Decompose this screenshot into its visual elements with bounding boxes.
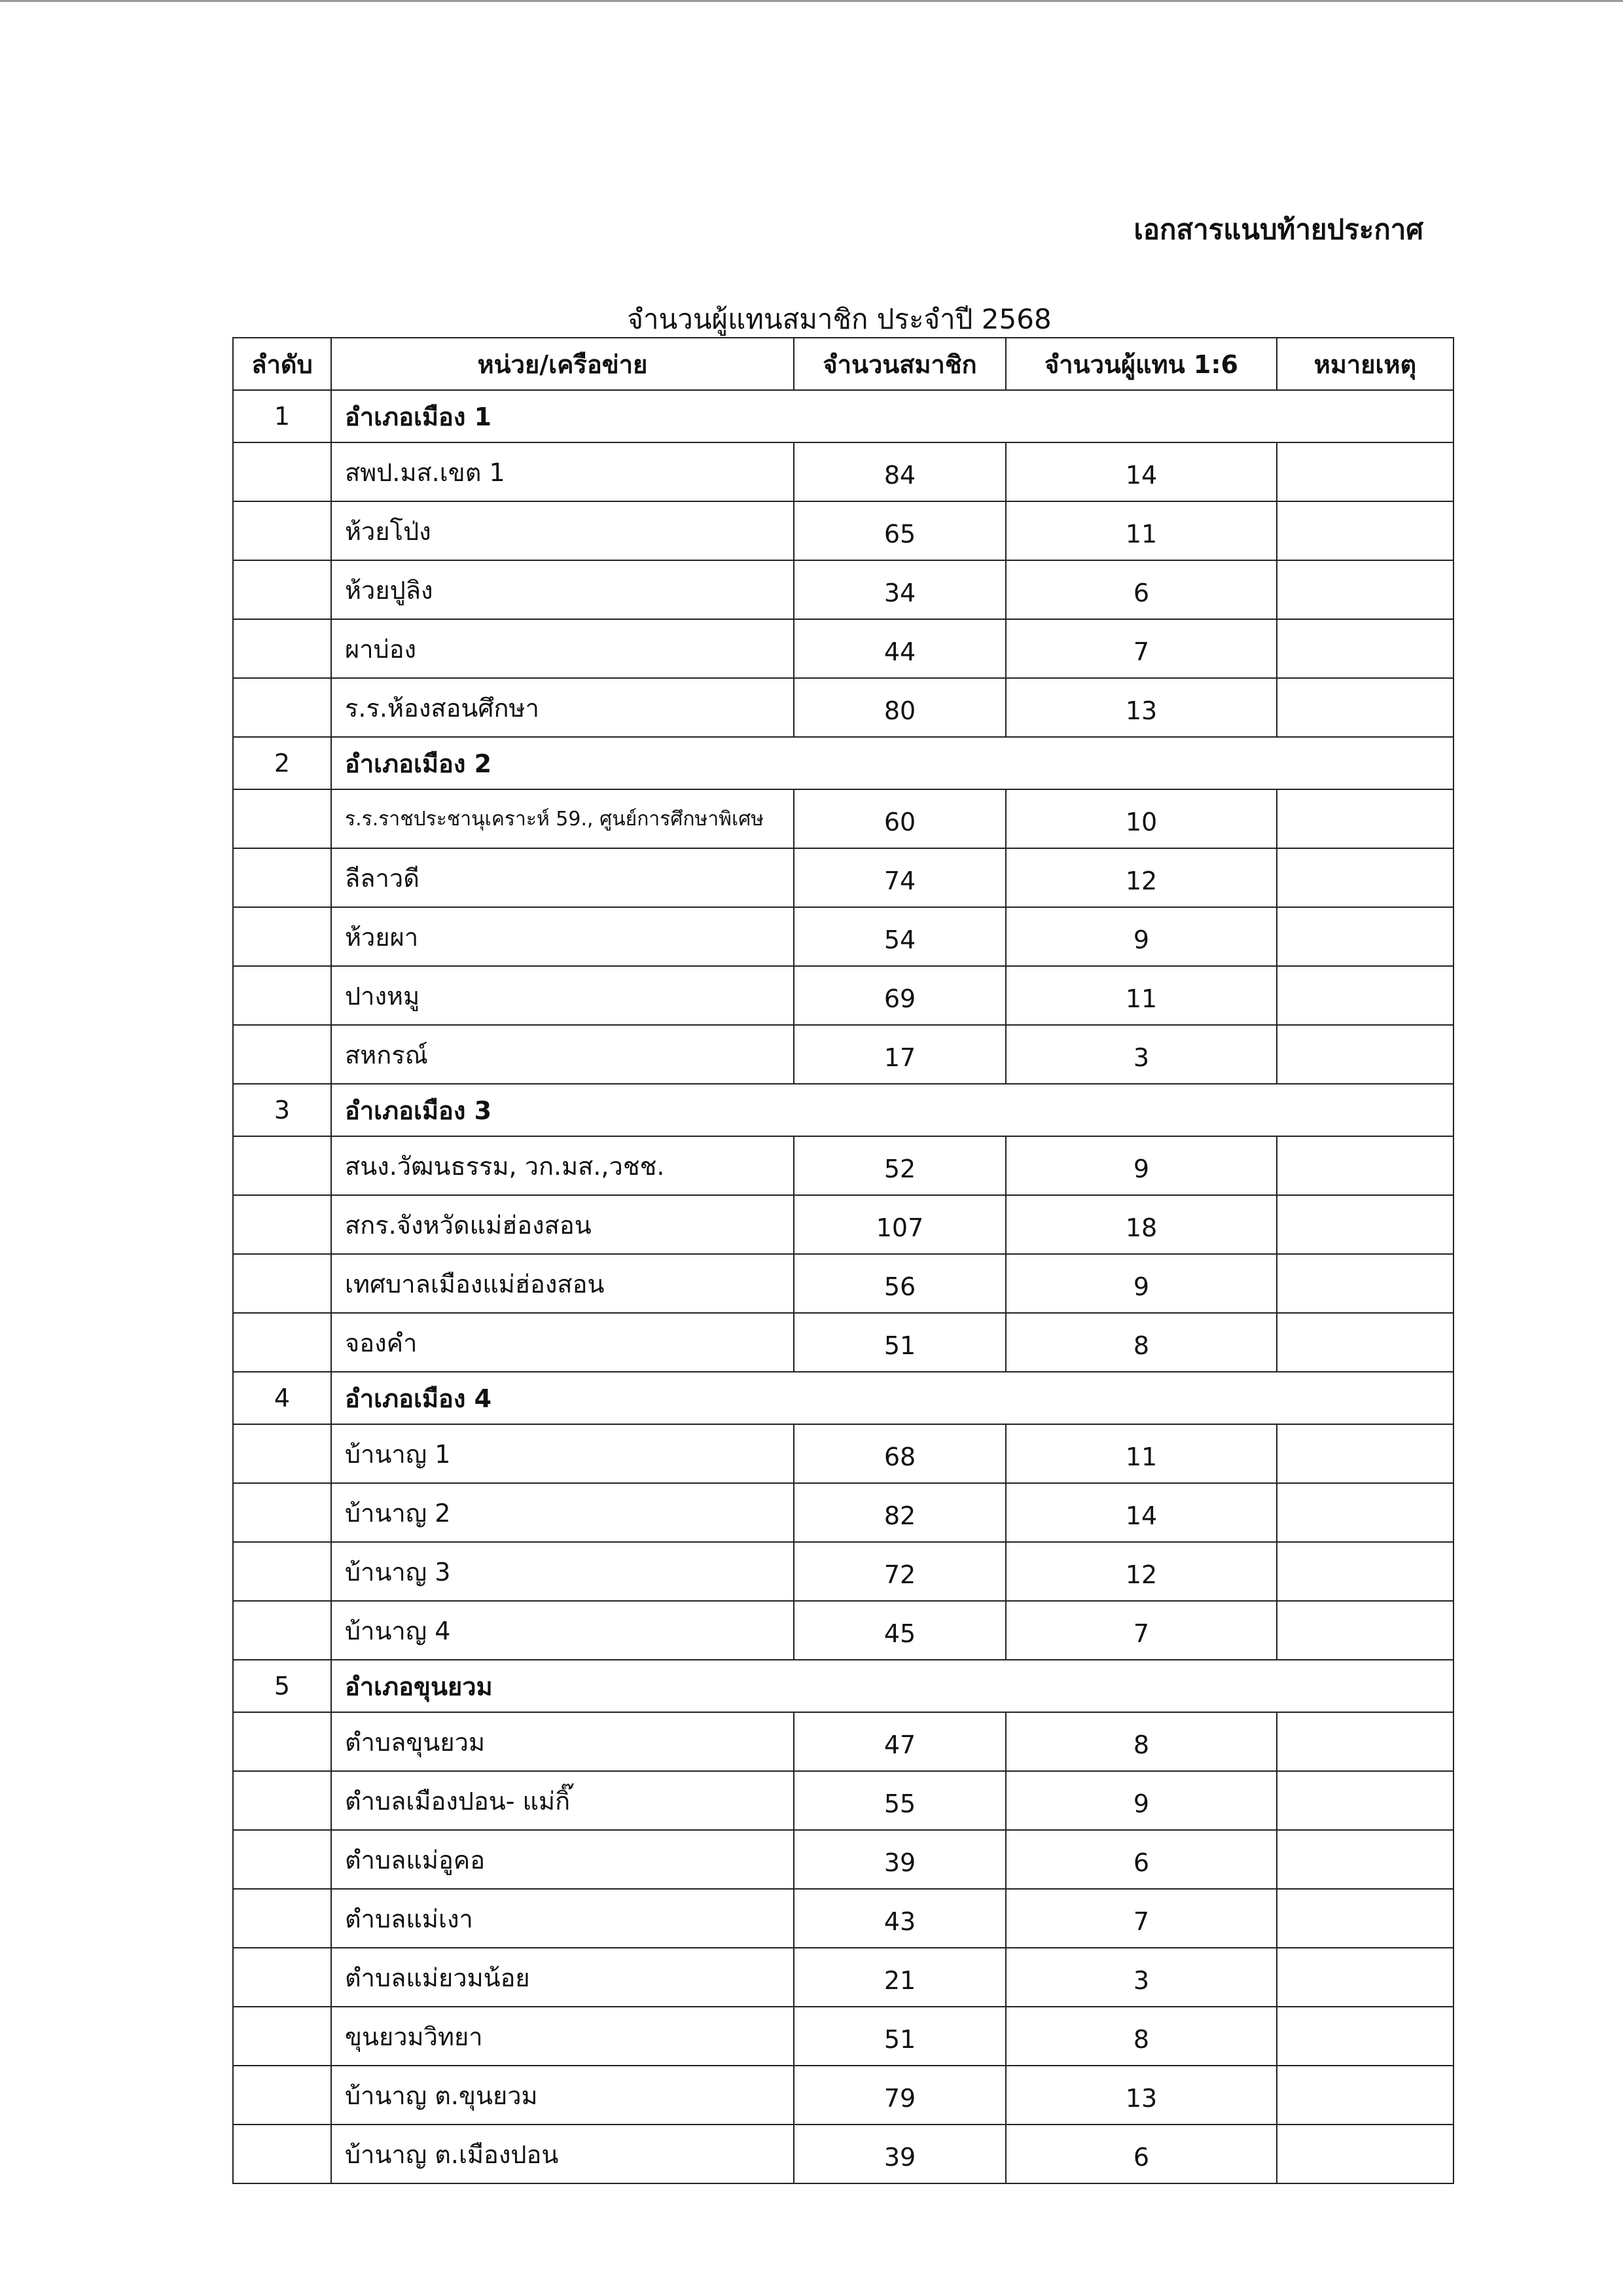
order-cell [233, 2125, 331, 2183]
member-count-cell: 39 [794, 1830, 1006, 1889]
unit-name-cell: จองคำ [331, 1313, 794, 1372]
remarks-cell [1277, 1601, 1454, 1660]
order-cell [233, 619, 331, 678]
document-title: จำนวนผู้แทนสมาชิก ประจำปี 2568 [627, 303, 1052, 335]
unit-name-cell: ตำบลขุนยวม [331, 1712, 794, 1771]
member-count-cell: 68 [794, 1424, 1006, 1483]
member-count-cell: 56 [794, 1254, 1006, 1313]
unit-name-cell: ห้วยปูลิง [331, 560, 794, 619]
member-count-cell: 39 [794, 2125, 1006, 2183]
table-row [233, 2007, 1454, 2066]
member-count-cell: 34 [794, 560, 1006, 619]
representative-count-cell: 10 [1006, 789, 1277, 848]
order-cell [233, 1889, 331, 1948]
table-row [233, 1712, 1454, 1771]
unit-name-cell: สพป.มส.เขต 1 [331, 442, 794, 501]
remarks-cell [1277, 1712, 1454, 1771]
group-order-number: 4 [233, 1372, 331, 1424]
representative-count-cell: 6 [1006, 560, 1277, 619]
table-row [233, 1948, 1454, 2007]
representative-count-cell: 11 [1006, 501, 1277, 560]
member-count-cell: 43 [794, 1889, 1006, 1948]
table-row [233, 560, 1454, 619]
group-district-name: อำเภอขุนยวม [331, 1660, 1454, 1712]
order-cell [233, 1195, 331, 1254]
unit-name-cell: สกร.จังหวัดแม่ฮ่องสอน [331, 1195, 794, 1254]
representative-count-cell: 12 [1006, 848, 1277, 907]
group-row [233, 737, 1454, 789]
order-cell [233, 907, 331, 966]
member-count-cell: 47 [794, 1712, 1006, 1771]
table-row [233, 2125, 1454, 2183]
order-cell [233, 1136, 331, 1195]
unit-name-cell: บ้านาญ 2 [331, 1483, 794, 1542]
unit-name-cell: ห้วยโป่ง [331, 501, 794, 560]
member-count-cell: 65 [794, 501, 1006, 560]
header-row [233, 338, 1454, 390]
remarks-cell [1277, 442, 1454, 501]
representative-count-cell: 11 [1006, 1424, 1277, 1483]
remarks-cell [1277, 1313, 1454, 1372]
representative-count-cell: 11 [1006, 966, 1277, 1025]
remarks-cell [1277, 678, 1454, 737]
representative-count-cell: 7 [1006, 619, 1277, 678]
table-row [233, 1254, 1454, 1313]
order-cell [233, 966, 331, 1025]
representatives-table [232, 337, 1454, 2184]
remarks-cell [1277, 2125, 1454, 2183]
remarks-cell [1277, 1195, 1454, 1254]
order-cell [233, 1025, 331, 1084]
unit-name-cell: บ้านาญ 1 [331, 1424, 794, 1483]
table-header [233, 338, 1454, 390]
group-district-name: อำเภอเมือง 3 [331, 1084, 1454, 1136]
unit-name-cell: ลีลาวดี [331, 848, 794, 907]
unit-name-cell: ตำบลแม่อูคอ [331, 1830, 794, 1889]
unit-name-cell: ห้วยผา [331, 907, 794, 966]
table-row [233, 1771, 1454, 1830]
table-row [233, 1424, 1454, 1483]
remarks-cell [1277, 966, 1454, 1025]
representative-count-cell: 13 [1006, 678, 1277, 737]
order-cell [233, 442, 331, 501]
representative-count-cell: 8 [1006, 2007, 1277, 2066]
attachment-label: เอกสารแนบท้ายประกาศ [1133, 213, 1423, 245]
member-count-cell: 74 [794, 848, 1006, 907]
group-order-number: 5 [233, 1660, 331, 1712]
representative-count-cell: 9 [1006, 907, 1277, 966]
group-district-name: อำเภอเมือง 4 [331, 1372, 1454, 1424]
remarks-cell [1277, 1483, 1454, 1542]
representative-count-cell: 9 [1006, 1254, 1277, 1313]
representative-count-cell: 8 [1006, 1313, 1277, 1372]
member-count-cell: 84 [794, 442, 1006, 501]
member-count-cell: 52 [794, 1136, 1006, 1195]
order-cell [233, 501, 331, 560]
order-cell [233, 1830, 331, 1889]
representative-count-cell: 12 [1006, 1542, 1277, 1601]
order-cell [233, 1313, 331, 1372]
table-row [233, 442, 1454, 501]
representative-count-cell: 3 [1006, 1948, 1277, 2007]
table-row [233, 1889, 1454, 1948]
remarks-cell [1277, 1830, 1454, 1889]
table-row [233, 2066, 1454, 2125]
order-cell [233, 848, 331, 907]
unit-name-cell: สหกรณ์ [331, 1025, 794, 1084]
unit-name-cell: ร.ร.ราชประชานุเคราะห์ 59., ศูนย์การศึกษาพิเศษ [331, 789, 794, 848]
table-row [233, 1483, 1454, 1542]
order-cell [233, 1712, 331, 1771]
unit-name-cell: ร.ร.ห้องสอนศึกษา [331, 678, 794, 737]
group-district-name: อำเภอเมือง 1 [331, 390, 1454, 442]
unit-name-cell: ผาบ่อง [331, 619, 794, 678]
member-count-cell: 69 [794, 966, 1006, 1025]
order-cell [233, 1424, 331, 1483]
order-cell [233, 678, 331, 737]
table-row [233, 848, 1454, 907]
representative-count-cell: 14 [1006, 1483, 1277, 1542]
representative-count-cell: 9 [1006, 1136, 1277, 1195]
remarks-cell [1277, 501, 1454, 560]
remarks-cell [1277, 789, 1454, 848]
unit-name-cell: บ้านาญ ต.ขุนยวม [331, 2066, 794, 2125]
order-cell [233, 2007, 331, 2066]
member-count-cell: 82 [794, 1483, 1006, 1542]
table-row [233, 1830, 1454, 1889]
unit-name-cell: ตำบลแม่ยวมน้อย [331, 1948, 794, 2007]
unit-name-cell: ปางหมู [331, 966, 794, 1025]
member-count-cell: 17 [794, 1025, 1006, 1084]
unit-name-cell: ขุนยวมวิทยา [331, 2007, 794, 2066]
remarks-cell [1277, 619, 1454, 678]
order-cell [233, 1771, 331, 1830]
remarks-cell [1277, 1889, 1454, 1948]
table-row [233, 1025, 1454, 1084]
group-row [233, 1372, 1454, 1424]
remarks-cell [1277, 2007, 1454, 2066]
page-top-edge [0, 0, 1623, 2]
table-row [233, 789, 1454, 848]
member-count-cell: 51 [794, 2007, 1006, 2066]
column-header-members: จำนวนสมาชิก [794, 338, 1006, 390]
unit-name-cell: สนง.วัฒนธรรม, วก.มส.,วชช. [331, 1136, 794, 1195]
table-row [233, 678, 1454, 737]
representative-count-cell: 9 [1006, 1771, 1277, 1830]
representative-count-cell: 3 [1006, 1025, 1277, 1084]
member-count-cell: 72 [794, 1542, 1006, 1601]
remarks-cell [1277, 1542, 1454, 1601]
group-row [233, 1660, 1454, 1712]
remarks-cell [1277, 1771, 1454, 1830]
remarks-cell [1277, 907, 1454, 966]
representative-count-cell: 14 [1006, 442, 1277, 501]
member-count-cell: 54 [794, 907, 1006, 966]
member-count-cell: 79 [794, 2066, 1006, 2125]
table-row [233, 1542, 1454, 1601]
member-count-cell: 51 [794, 1313, 1006, 1372]
table-row [233, 501, 1454, 560]
column-header-representatives: จำนวนผู้แทน 1:6 [1006, 338, 1277, 390]
remarks-cell [1277, 1025, 1454, 1084]
remarks-cell [1277, 1136, 1454, 1195]
remarks-cell [1277, 848, 1454, 907]
representative-count-cell: 8 [1006, 1712, 1277, 1771]
remarks-cell [1277, 1948, 1454, 2007]
member-count-cell: 80 [794, 678, 1006, 737]
member-count-cell: 45 [794, 1601, 1006, 1660]
representative-count-cell: 6 [1006, 2125, 1277, 2183]
table-row [233, 1195, 1454, 1254]
unit-name-cell: เทศบาลเมืองแม่ฮ่องสอน [331, 1254, 794, 1313]
member-count-cell: 60 [794, 789, 1006, 848]
remarks-cell [1277, 2066, 1454, 2125]
table-row [233, 966, 1454, 1025]
column-header-remarks: หมายเหตุ [1277, 338, 1454, 390]
unit-name-cell: บ้านาญ 4 [331, 1601, 794, 1660]
representative-count-cell: 18 [1006, 1195, 1277, 1254]
member-count-cell: 44 [794, 619, 1006, 678]
table-row [233, 1313, 1454, 1372]
group-order-number: 1 [233, 390, 331, 442]
table-row [233, 907, 1454, 966]
group-order-number: 2 [233, 737, 331, 789]
table-body [233, 390, 1454, 2183]
representative-count-cell: 7 [1006, 1889, 1277, 1948]
order-cell [233, 1483, 331, 1542]
order-cell [233, 789, 331, 848]
order-cell [233, 1254, 331, 1313]
order-cell [233, 560, 331, 619]
representative-count-cell: 7 [1006, 1601, 1277, 1660]
table-row [233, 619, 1454, 678]
table-row [233, 1136, 1454, 1195]
member-count-cell: 107 [794, 1195, 1006, 1254]
column-header-unit: หน่วย/เครือข่าย [331, 338, 794, 390]
unit-name-cell: บ้านาญ 3 [331, 1542, 794, 1601]
unit-name-cell: บ้านาญ ต.เมืองปอน [331, 2125, 794, 2183]
group-row [233, 390, 1454, 442]
group-row [233, 1084, 1454, 1136]
unit-name-cell: ตำบลแม่เงา [331, 1889, 794, 1948]
representative-count-cell: 13 [1006, 2066, 1277, 2125]
order-cell [233, 1948, 331, 2007]
remarks-cell [1277, 560, 1454, 619]
unit-name-cell: ตำบลเมืองปอน- แม่กิ๊ [331, 1771, 794, 1830]
table-row [233, 1601, 1454, 1660]
order-cell [233, 2066, 331, 2125]
remarks-cell [1277, 1424, 1454, 1483]
member-count-cell: 21 [794, 1948, 1006, 2007]
order-cell [233, 1542, 331, 1601]
group-order-number: 3 [233, 1084, 331, 1136]
remarks-cell [1277, 1254, 1454, 1313]
member-count-cell: 55 [794, 1771, 1006, 1830]
representative-count-cell: 6 [1006, 1830, 1277, 1889]
group-district-name: อำเภอเมือง 2 [331, 737, 1454, 789]
column-header-order: ลำดับ [233, 338, 331, 390]
order-cell [233, 1601, 331, 1660]
